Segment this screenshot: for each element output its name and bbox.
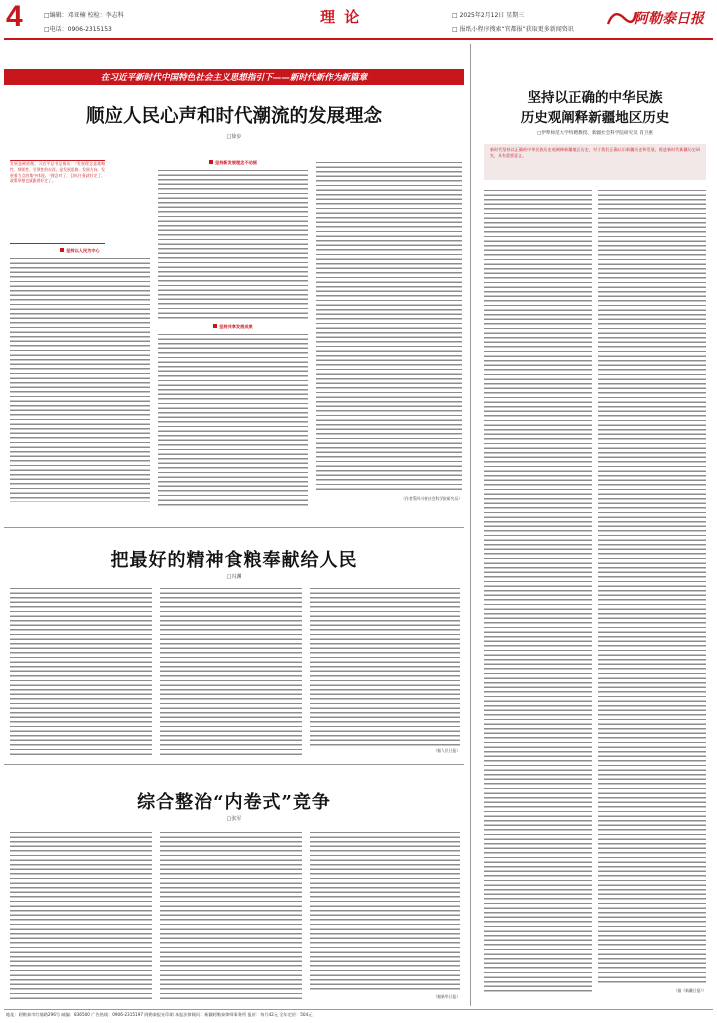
lead-column-3	[316, 160, 462, 510]
side-author: □伊犁师范大学特聘教授、新疆社会科学院研究员 肖卫惠	[536, 131, 654, 136]
date-line: □ 2025年2月12日 星期三	[452, 12, 525, 19]
text-lines	[310, 586, 460, 746]
subhead-2-label: 坚持新发展理念不动摇	[215, 160, 257, 165]
middle-column-1	[10, 586, 152, 756]
text-lines	[310, 830, 460, 990]
page-number: 4	[6, 0, 23, 33]
phone-line: □电话：0906-2315153	[44, 26, 112, 33]
text-lines	[10, 830, 152, 1000]
article-author: □冯渊	[226, 574, 242, 580]
footer-rule	[4, 1009, 713, 1010]
lead-article	[4, 88, 464, 522]
text-lines	[158, 332, 308, 506]
text-lines	[160, 586, 302, 756]
subhead-1-label: 坚持以人民为中心	[66, 248, 100, 253]
abstract-text: 发展是硬道理。习近平总书记指出：“发展理念是战略性、纲领性、引领性的东西，是发展思路、发展方向、发展着力点的集中体现。”理念对了，目标任务就好定了，政策举措也就跟着好定了。	[10, 161, 105, 184]
middle-article	[4, 530, 464, 760]
logo-text: 阿勒泰日报	[634, 11, 704, 27]
article-author: □徐步	[226, 134, 242, 140]
bottom-column-1	[10, 830, 152, 1000]
middle-column-3	[310, 586, 460, 746]
text-lines	[598, 188, 706, 984]
email-line: □ 报纸小程序搜索“官都报”获取更多新闻资讯	[452, 26, 574, 33]
side-column-2	[598, 188, 706, 984]
divider	[4, 527, 464, 528]
article-title: 综合整治“内卷式”竞争	[137, 792, 331, 813]
lead-column-2	[158, 160, 308, 510]
article-footer: （作者系四川省社会科学院研究员）	[401, 496, 462, 501]
article-title: 顺应人民心声和时代潮流的发展理念	[85, 106, 382, 127]
article-title: 把最好的精神食粮奉献给人民	[110, 550, 358, 571]
subhead-marker-icon	[213, 324, 217, 328]
text-lines	[484, 188, 592, 994]
text-lines	[160, 830, 302, 1000]
editor-line: □编辑：邓亚楠 校检：李志科	[44, 12, 124, 19]
column-text	[10, 256, 150, 502]
subhead-3	[158, 324, 308, 330]
masthead-rule	[4, 38, 713, 40]
bottom-column-2	[160, 830, 302, 1000]
text-lines	[10, 256, 150, 502]
newspaper-logo	[606, 4, 712, 32]
subhead-1	[10, 248, 150, 254]
article-footer: （据人民日报）	[433, 748, 460, 753]
bottom-column-3	[310, 830, 460, 990]
column-text	[158, 332, 308, 506]
subhead-marker-icon	[209, 160, 213, 164]
subhead-3-label: 坚持共享发展成果	[219, 324, 253, 329]
text-lines	[10, 586, 152, 756]
side-title-line-1: 坚持以正确的中华民族	[527, 90, 663, 106]
text-lines	[316, 160, 462, 490]
column-text	[158, 168, 308, 320]
abstract-box	[10, 160, 105, 244]
bottom-article	[4, 768, 464, 1008]
theme-banner	[4, 69, 464, 85]
lead-column-1	[10, 248, 150, 510]
column-text	[316, 160, 462, 490]
side-abstract-box	[484, 144, 706, 180]
side-article	[478, 44, 712, 1006]
text-lines	[158, 168, 308, 320]
banner-text: 在习近平新时代中国特色社会主义思想指引下——新时代新作为新篇章	[100, 73, 368, 83]
divider	[4, 764, 464, 765]
article-author: □张军	[226, 816, 242, 822]
footer-text: 地址：阿勒泰市红墙路296号 邮编：836500 广告热线：0906-2315197 阿勒泰报社印刷 本报法律顾问：新疆阿勒泰律师事务所 报价：每月42元 全年定价：504元	[6, 1012, 313, 1017]
side-title-line-2: 历史观阐释新疆地区历史	[520, 110, 670, 126]
side-column-1	[484, 188, 592, 994]
section-title: 理 论	[320, 8, 362, 26]
article-footer: （据新华日报）	[433, 994, 460, 999]
subhead-marker-icon	[60, 248, 64, 252]
side-abstract-text: 新时代坚持以正确的中华民族历史观阐释新疆地区历史，对于我们正确认识新疆历史和发展，推进新时代新疆历史研究，具有重要意义。	[490, 147, 700, 158]
column-separator	[470, 44, 471, 1006]
middle-column-2	[160, 586, 302, 756]
subhead-2	[158, 160, 308, 166]
article-footer: （据《新疆日报》）	[673, 988, 706, 993]
